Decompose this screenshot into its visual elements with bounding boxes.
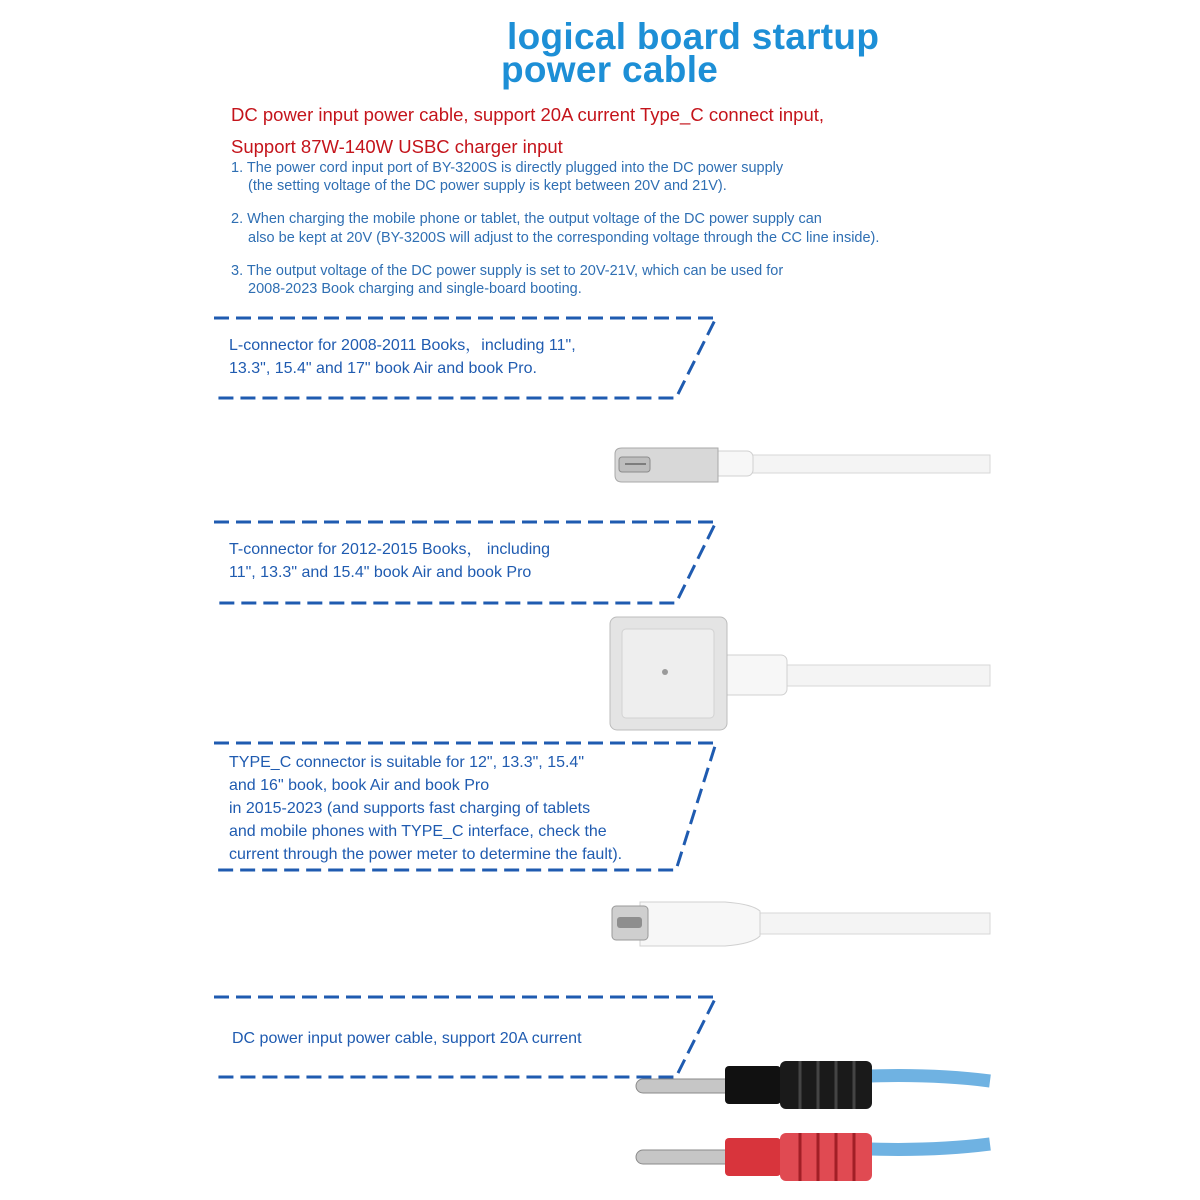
note-3-line-2: 2008-2023 Book charging and single-board booting. — [248, 281, 582, 297]
page-title-line-2: power cable — [501, 49, 719, 90]
t-connector-cable-icon — [610, 617, 990, 730]
highlight-line-1: DC power input power cable, support 20A current Type_C connect input, — [231, 104, 825, 125]
type-c-description-line-3: in 2015-2023 (and supports fast charging of tablets — [229, 800, 591, 817]
note-1-line-2: (the setting voltage of the DC power supply is kept between 20V and 21V). — [248, 178, 727, 194]
note-2-line-2: also be kept at 20V (BY-3200S will adjust to the corresponding voltage through the CC line inside). — [248, 230, 880, 246]
callout-box-l-connector — [214, 318, 716, 398]
t-connector-description-line-2: 11", 13.3" and 15.4" book Air and book Pro — [229, 564, 532, 581]
type-c-description-line-5: current through the power meter to determine the fault). — [229, 846, 623, 863]
l-connector-description-line-1: L-connector for 2008-2011 Books，including 11", — [229, 337, 576, 354]
note-2-line-1: 2. When charging the mobile phone or tablet, the output voltage of the DC power supply can — [231, 211, 822, 227]
highlight-line-2: Support 87W-140W USBC charger input — [231, 136, 563, 157]
type-c-description-line-2: and 16" book, book Air and book Pro — [229, 777, 490, 794]
note-3-line-1: 3. The output voltage of the DC power supply is set to 20V-21V, which can be used for — [231, 263, 784, 279]
dc-cable-description-line-1: DC power input power cable, support 20A current — [232, 1030, 582, 1047]
note-1-line-1: 1. The power cord input port of BY-3200S is directly plugged into the DC power supply — [231, 160, 784, 176]
type-c-description-line-1: TYPE_C connector is suitable for 12", 13.3", 15.4" — [229, 754, 585, 771]
type-c-description-line-4: and mobile phones with TYPE_C interface, check the — [229, 823, 607, 840]
l-connector-description-line-2: 13.3", 15.4" and 17" book Air and book Pro. — [229, 360, 537, 377]
l-connector-cable-icon — [615, 448, 990, 482]
callout-box-t-connector — [214, 522, 716, 603]
t-connector-description-line-1: T-connector for 2012-2015 Books， including — [229, 541, 551, 558]
banana-plug-cable-icon — [636, 1061, 990, 1181]
page-title-line-1: logical board startup — [507, 16, 880, 57]
type-c-cable-icon — [612, 902, 990, 946]
